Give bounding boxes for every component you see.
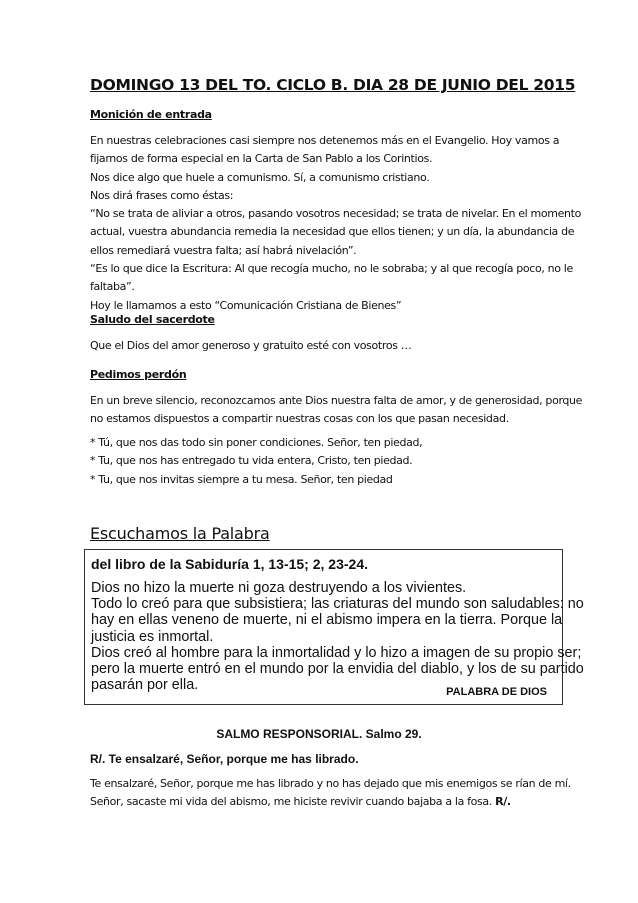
perdon-heading: Pedimos perdón xyxy=(90,368,187,381)
page-title: DOMINGO 13 DEL TO. CICLO B. DIA 28 DE JUNIO DEL 2015 xyxy=(90,76,576,94)
text-line: En nuestras celebraciones casi siempre nos detenemos más en el Evangelio. Hoy vamos a xyxy=(90,134,560,147)
text-line: ellos remediará vuestra falta; así habrá nivelación”. xyxy=(90,243,357,257)
reading-line: hay en ellas veneno de muerte, ni el abismo impera en la tierra. Porque la xyxy=(91,612,563,629)
text-line: actual, vuestra abundancia remedia la necesidad que ellos tienen; y un día, la abundancia de xyxy=(90,225,575,239)
response-mark: R/. xyxy=(495,795,511,809)
psalm-verses xyxy=(90,775,571,812)
text-line: “No se trata de aliviar a otros, pasando vosotros necesidad; se trata de nivelar. En el momento xyxy=(90,207,582,221)
invocation-line: * Tú, que nos das todo sin poner condiciones. Señor, ten piedad, xyxy=(90,436,423,449)
text-line: Que el Dios del amor generoso y gratuito esté con vosotros … xyxy=(90,339,412,352)
reading-line: Todo lo creó para que subsistiera; las criaturas del mundo son saludables: no xyxy=(91,596,584,613)
reading-line: pasarán por ella. xyxy=(91,677,199,694)
psalm-line-text: Señor, sacaste mi vida del abismo, me hiciste revivir cuando bajaba a la fosa. xyxy=(90,795,492,809)
saludo-paragraph xyxy=(90,337,560,355)
psalm-response: R/. Te ensalzaré, Señor, porque me has librado. xyxy=(90,752,359,766)
text-line: En un breve silencio, reconozcamos ante Dios nuestra falta de amor, y de generosidad, porque xyxy=(90,394,583,407)
psalm-title: SALMO RESPONSORIAL. Salmo 29. xyxy=(216,727,422,741)
palabra-de-dios-label: PALABRA DE DIOS xyxy=(446,686,547,698)
invocation-line: * Tu, que nos has entregado tu vida entera, Cristo, ten piedad. xyxy=(90,454,413,468)
text-line: no estamos dispuestos a compartir nuestras cosas con los que pasan necesidad. xyxy=(90,412,509,426)
psalm-line: Te ensalzaré, Señor, porque me has librado y no has dejado que mis enemigos se rían de mí. xyxy=(90,777,571,790)
reading-line: justicia es inmortal. xyxy=(91,628,214,645)
text-line: Nos dice algo que huele a comunismo. Sí, a comunismo cristiano. xyxy=(90,170,430,184)
reading-line: Dios no hizo la muerte ni goza destruyendo a los vivientes. xyxy=(91,580,467,596)
reading-line: pero la muerte entró en el mundo por la envidia del diablo, y los de su partido xyxy=(91,661,584,678)
text-line: Hoy le llamamos a esto “Comunicación Cristiana de Bienes” xyxy=(90,298,402,312)
reading-text xyxy=(91,580,584,694)
reading-reference: del libro de la Sabiduría 1, 13-15; 2, 23-24. xyxy=(91,556,368,572)
text-line: fijarnos de forma especial en la Carta de San Pablo a los Corintios. xyxy=(90,152,433,166)
invocation-line: * Tu, que nos invitas siempre a tu mesa. Señor, ten piedad xyxy=(90,472,393,486)
psalm-line xyxy=(90,793,560,811)
monicion-paragraph xyxy=(90,132,582,315)
perdon-paragraph xyxy=(90,392,583,429)
perdon-invocations xyxy=(90,434,560,489)
saludo-heading: Saludo del sacerdote xyxy=(90,313,215,326)
palabra-heading: Escuchamos la Palabra xyxy=(90,524,270,543)
monicion-heading: Monición de entrada xyxy=(90,108,212,121)
text-line: “Es lo que dice la Escritura: Al que recogía mucho, no le sobraba; y al que recogía poco, no le xyxy=(90,262,573,276)
text-line: Nos dirá frases como éstas: xyxy=(90,188,234,202)
text-line: faltaba”. xyxy=(90,280,135,294)
reading-line: Dios creó al hombre para la inmortalidad y lo hizo a imagen de su propio ser; xyxy=(91,644,582,661)
